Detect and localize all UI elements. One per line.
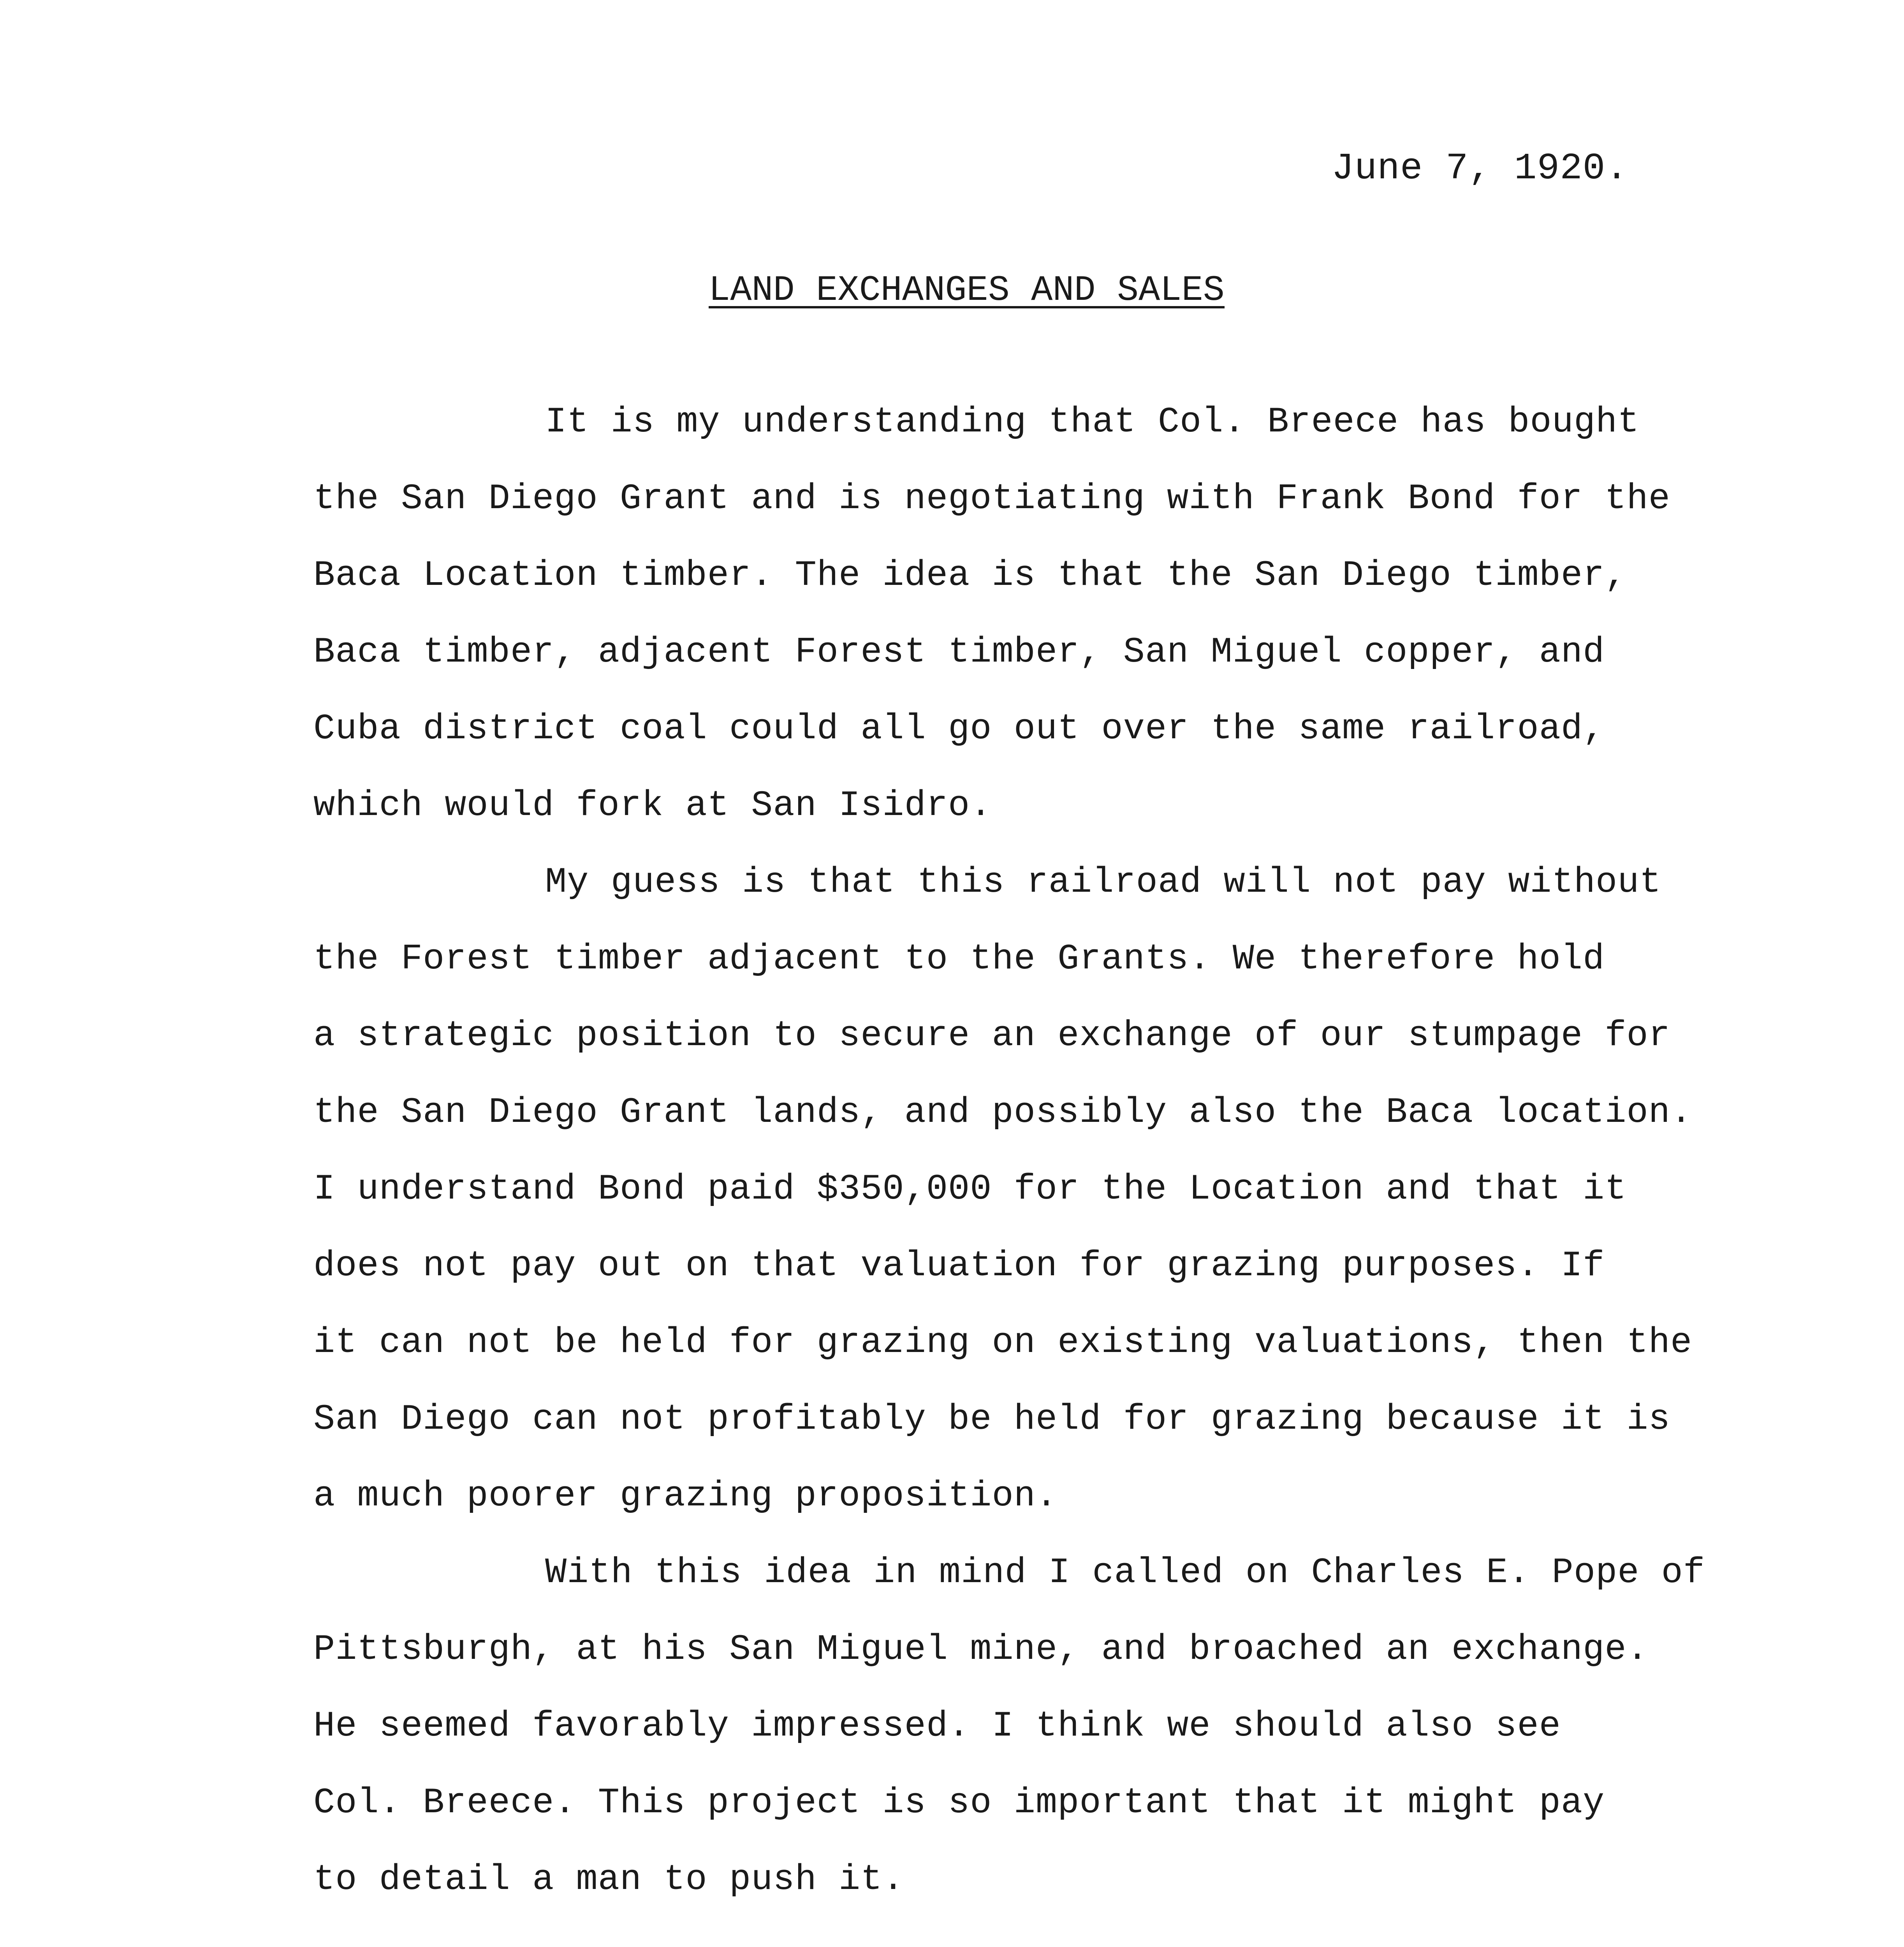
text-line: He seemed favorably impressed. I think we should also see [313,1706,1561,1746]
text-line: a much poorer grazing proposition. [313,1475,1058,1516]
document-heading: LAND EXCHANGES AND SALES [709,270,1225,311]
text-line: which would fork at San Isidro. [313,785,992,826]
text-line: My guess is that this railroad will not pay without [545,862,1661,903]
text-line: a strategic position to secure an exchange of our stumpage for [313,1015,1670,1056]
text-line: Col. Breece. This project is so important that it might pay [313,1782,1605,1823]
text-line: it can not be held for grazing on existing valuations, then the [313,1322,1693,1363]
letter-date: June 7, 1920. [1332,147,1628,190]
paragraph-3 [313,1534,1793,1918]
text-line: San Diego can not profitably be held for grazing because it is [313,1399,1670,1440]
text-line: I understand Bond paid $350,000 for the Location and that it [313,1169,1627,1209]
text-line: the Forest timber adjacent to the Grants. We therefore hold [313,938,1605,979]
paragraph-2 [313,844,1793,1534]
text-line: the San Diego Grant lands, and possibly also the Baca location. [313,1092,1693,1133]
paragraph-1 [313,384,1793,844]
text-line: Baca timber, adjacent Forest timber, San Miguel copper, and [313,632,1605,672]
text-line: does not pay out on that valuation for grazing purposes. If [313,1245,1605,1286]
text-line: to detail a man to push it. [313,1859,904,1900]
text-line: Pittsburgh, at his San Miguel mine, and broached an exchange. [313,1629,1649,1670]
text-line: With this idea in mind I called on Charles E. Pope of [545,1552,1705,1593]
text-line: Cuba district coal could all go out over the same railroad, [313,708,1605,749]
text-line: Baca Location timber. The idea is that the San Diego timber, [313,555,1627,596]
document-body [313,384,1793,1918]
text-line: It is my understanding that Col. Breece has bought [545,401,1640,442]
text-line: the San Diego Grant and is negotiating with Frank Bond for the [313,478,1670,519]
